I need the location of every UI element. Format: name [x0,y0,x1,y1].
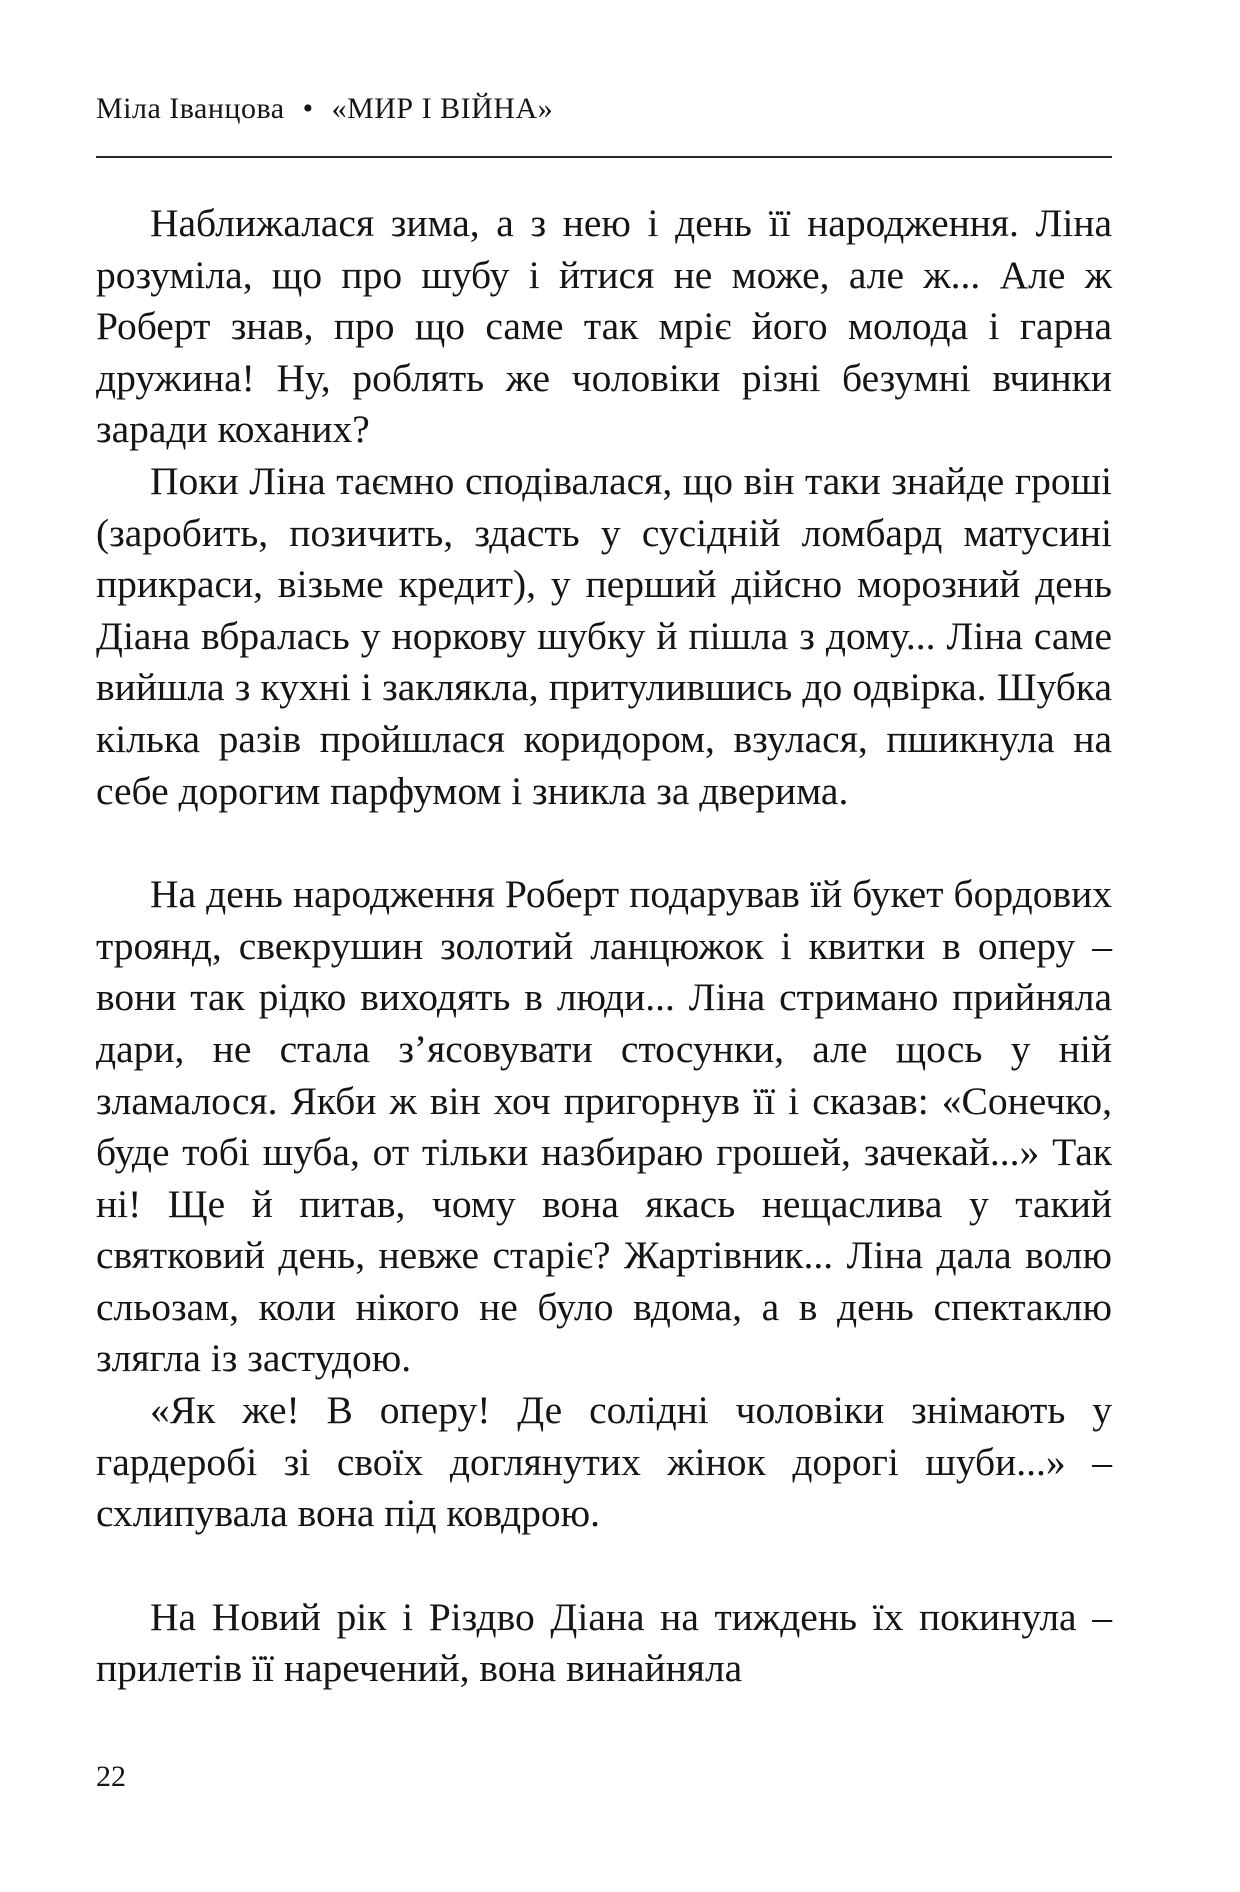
section-break [96,1540,1112,1592]
page-number: 22 [96,1760,126,1793]
running-head-author: Міла Іванцова [96,92,285,125]
paragraph-4: «Як же! В оперу! Де солідні чоловіки знімають у гардеробі зі своїх доглянутих жінок дорогі шуби...» – схлипувала вона під ковдрою. [96,1388,1112,1536]
paragraph-1: Наближалася зима, а з нею і день її народження. Ліна розуміла, що про шубу і йтися не може, але ж... Але ж Роберт знав, про що саме так мріє його молода і гарна дружина! Ну, роблять же чоловіки різні безумні вчинки заради коханих? [96,201,1112,452]
paragraph-5: На Новий рік і Різдво Діана на тиждень їх покинула – прилетів її наречений, вона винайняла [96,1594,1112,1691]
body-text [96,198,1112,1695]
section-break [96,817,1112,869]
paragraph-3: На день народження Роберт подарував їй букет бордових троянд, свекрушин золотий ланцюжок і квитки в оперу – вони так рідко виходять в люди... Ліна стримано прийняла дари, не стала з’ясовувати стосунки, але щось у ній зламалося. Якби ж він хоч пригорнув її і сказав: «Сонечко, буде тобі шуба, от тільки назбираю грошей, зачекай...» Так ні! Ще й питав, чому вона якась нещаслива у такий святковий день, невже старіє? Жартівник... Ліна дала волю сльозам, коли нікого не було вдома, а в день спектаклю злягла із застудою. [96,872,1112,1381]
header-rule [96,156,1112,158]
running-head-separator: • [302,92,314,125]
paragraph-2: Поки Ліна таємно сподівалася, що він таки знайде гроші (заробить, позичить, здасть у сусідній ломбард матусині прикраси, візьме кредит), у перший дійсно морозний день Діана вбралась у норкову шубку й пішла з дому... Ліна саме вийшла з кухні і заклякла, притулившись до одвірка. Шубка кілька разів пройшлася коридором, взулася, пшикнула на себе дорогим парфумом і зникла за дверима. [96,458,1112,813]
running-head [96,92,1116,126]
running-head-title: «МИР І ВІЙНА» [331,92,554,125]
